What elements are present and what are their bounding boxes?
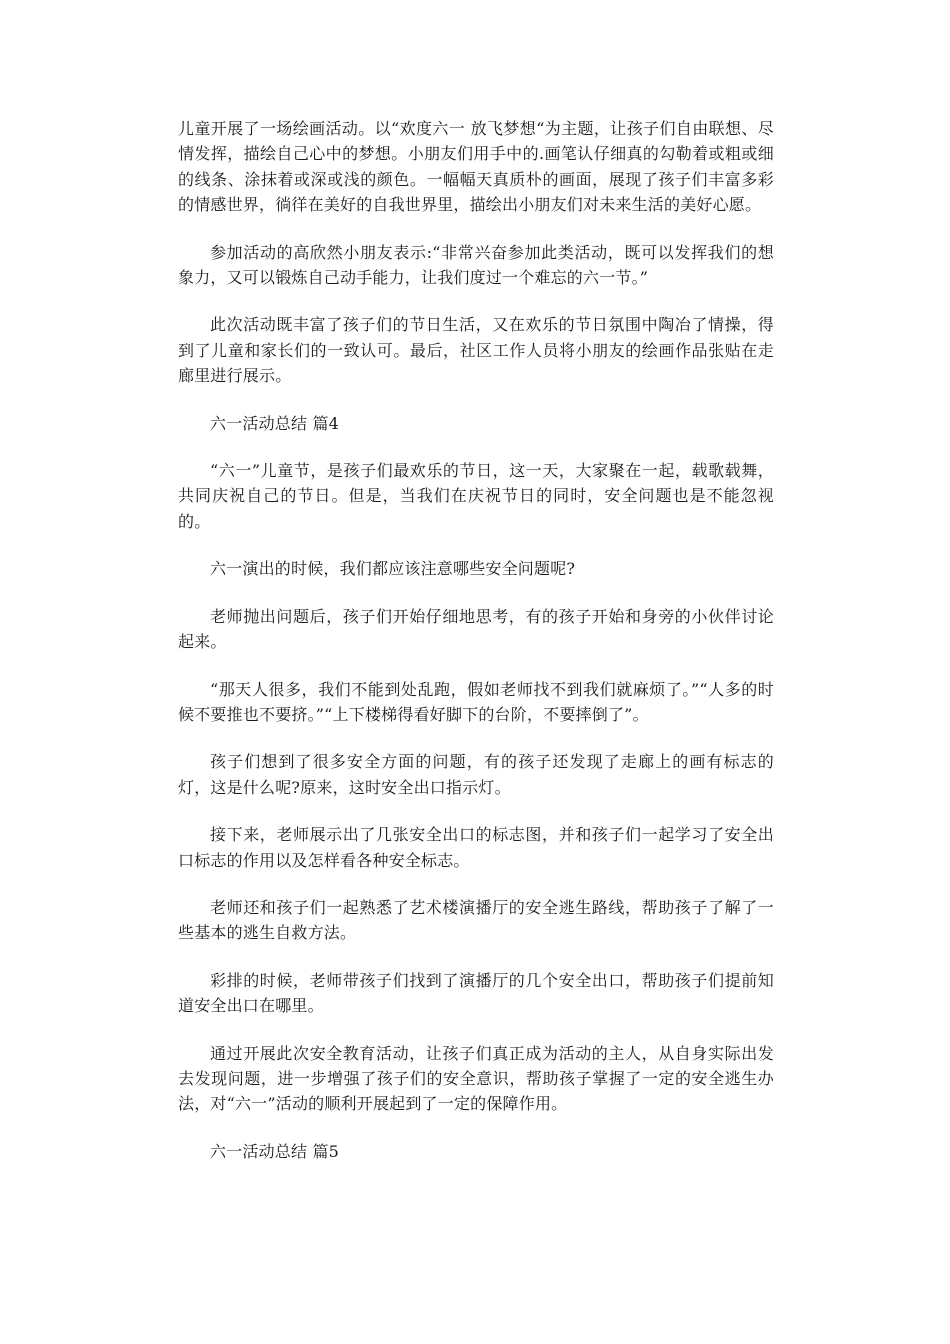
paragraph-drawing-activity: 儿童开展了一场绘画活动。以“欢度六一 放飞梦想“为主题，让孩子们自由联想、尽情发挥，描绘自己心中的梦想。小朋友们用手中的.画笔认仔细真的勾勒着或粗或细的线条、涂抹着或深或浅的颜色。一幅幅天真质朴的画面，展现了孩子们丰富多彩的情感世界，徜徉在美好的自我世界里，描绘出小朋友们对未来生活的美好心愿。	[178, 119, 774, 215]
paragraph-safety-question: 六一演出的时候，我们都应该注意哪些安全问题呢?	[210, 559, 576, 579]
paragraph-escape-route: 老师还和孩子们一起熟悉了艺术楼演播厅的安全逃生路线，帮助孩子了解了一些基本的逃生自救方法。	[178, 897, 774, 943]
document-body	[178, 116, 774, 1186]
paragraph-children-quotes: “那天人很多，我们不能到处乱跑，假如老师找不到我们就麻烦了。”“人多的时候不要推也不要挤。”“上下楼梯得看好脚下的台阶，不要摔倒了”。	[178, 679, 774, 724]
paragraph-participant-quote: 参加活动的高欣然小朋友表示:“非常兴奋参加此类活动，既可以发挥我们的想象力，又可以锻炼自己动手能力，让我们度过一个难忘的六一节。”	[178, 242, 774, 288]
paragraph-exit-light: 孩子们想到了很多安全方面的问题，有的孩子还发现了走廊上的画有标志的灯，这是什么呢?原来，这时安全出口指示灯。	[178, 752, 774, 797]
section-heading-5: 六一活动总结 篇5	[210, 1141, 340, 1161]
paragraph-exit-signs: 接下来，老师展示出了几张安全出口的标志图，并和孩子们一起学习了安全出口标志的作用以及怎样看各种安全标志。	[178, 825, 774, 870]
paragraph-conclusion: 通过开展此次安全教育活动，让孩子们真正成为活动的主人，从自身实际出发去发现问题，进一步增强了孩子们的安全意识，帮助孩子掌握了一定的安全逃生办法，对“六一”活动的顺利开展起到了一定的保障作用。	[178, 1043, 774, 1114]
paragraph-activity-outcome: 此次活动既丰富了孩子们的节日生活，又在欢乐的节日氛围中陶冶了情操，得到了儿童和家长们的一致认可。最后，社区工作人员将小朋友的绘画作品张贴在走廊里进行展示。	[178, 315, 774, 386]
paragraph-rehearsal: 彩排的时候，老师带孩子们找到了演播厅的几个安全出口，帮助孩子们提前知道安全出口在哪里。	[178, 970, 774, 1016]
paragraph-childrens-day-intro: “六一”儿童节，是孩子们最欢乐的节日，这一天，大家聚在一起，载歌载舞，共同庆祝自己的节日。但是，当我们在庆祝节日的同时，安全问题也是不能忽视的。	[178, 461, 774, 531]
paragraph-children-discuss: 老师抛出问题后，孩子们开始仔细地思考，有的孩子开始和身旁的小伙伴讨论起来。	[178, 606, 774, 652]
section-heading-4: 六一活动总结 篇4	[210, 413, 340, 433]
